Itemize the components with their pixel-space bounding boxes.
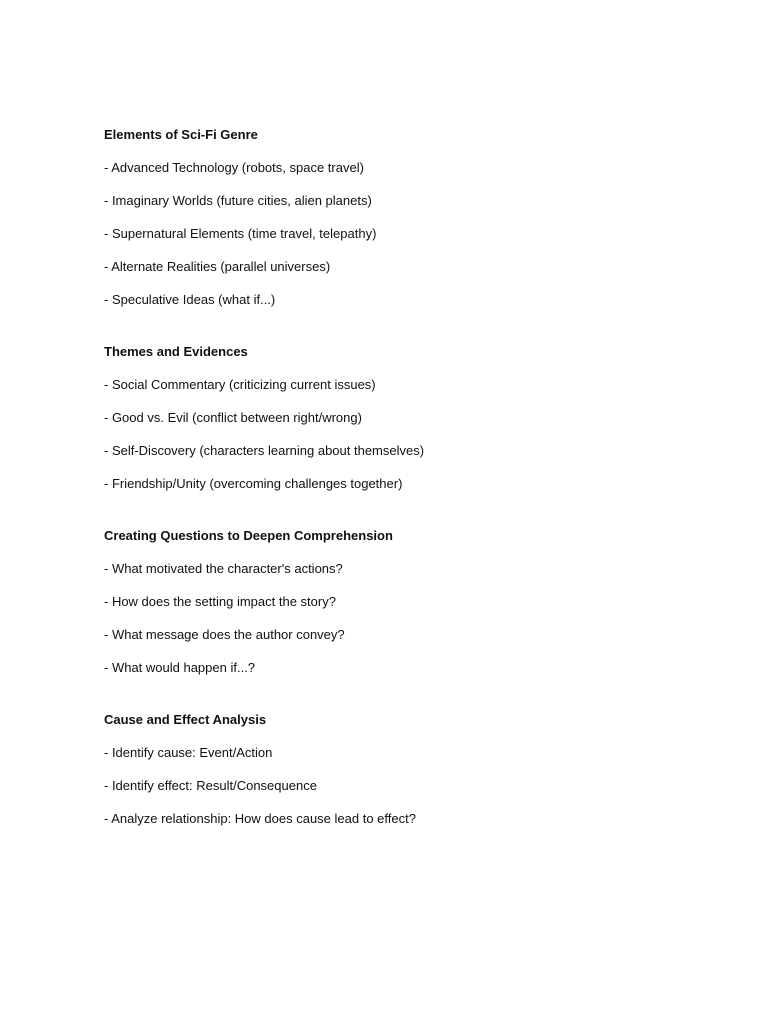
list-item: - How does the setting impact the story? xyxy=(104,594,336,609)
section-heading: Cause and Effect Analysis xyxy=(104,712,267,727)
bullet-list xyxy=(104,743,704,829)
list-item: - Analyze relationship: How does cause lead to effect? xyxy=(104,811,416,826)
section-heading: Themes and Evidences xyxy=(104,344,248,359)
section-themes-evidences xyxy=(104,342,704,494)
list-item: - Social Commentary (criticizing current issues) xyxy=(104,377,376,392)
section-heading: Creating Questions to Deepen Comprehension xyxy=(104,528,393,543)
section-sci-fi-elements xyxy=(104,125,704,310)
bullet-list xyxy=(104,158,704,310)
document-body xyxy=(104,125,704,829)
list-item: - Good vs. Evil (conflict between right/wrong) xyxy=(104,410,362,425)
list-item: - Identify cause: Event/Action xyxy=(104,745,273,760)
list-item: - Advanced Technology (robots, space travel) xyxy=(104,160,364,175)
section-heading: Elements of Sci-Fi Genre xyxy=(104,127,258,142)
list-item: - Self-Discovery (characters learning about themselves) xyxy=(104,443,425,458)
list-item: - What message does the author convey? xyxy=(104,627,345,642)
list-item: - What motivated the character's actions? xyxy=(104,561,343,576)
bullet-list xyxy=(104,559,704,678)
list-item: - What would happen if...? xyxy=(104,660,256,675)
list-item: - Identify effect: Result/Consequence xyxy=(104,778,317,793)
list-item: - Speculative Ideas (what if...) xyxy=(104,292,276,307)
bullet-list xyxy=(104,375,704,494)
section-comprehension-questions xyxy=(104,526,704,678)
list-item: - Alternate Realities (parallel universes) xyxy=(104,259,331,274)
list-item: - Friendship/Unity (overcoming challenges together) xyxy=(104,476,403,491)
list-item: - Imaginary Worlds (future cities, alien planets) xyxy=(104,193,372,208)
section-cause-effect xyxy=(104,710,704,829)
list-item: - Supernatural Elements (time travel, telepathy) xyxy=(104,226,377,241)
